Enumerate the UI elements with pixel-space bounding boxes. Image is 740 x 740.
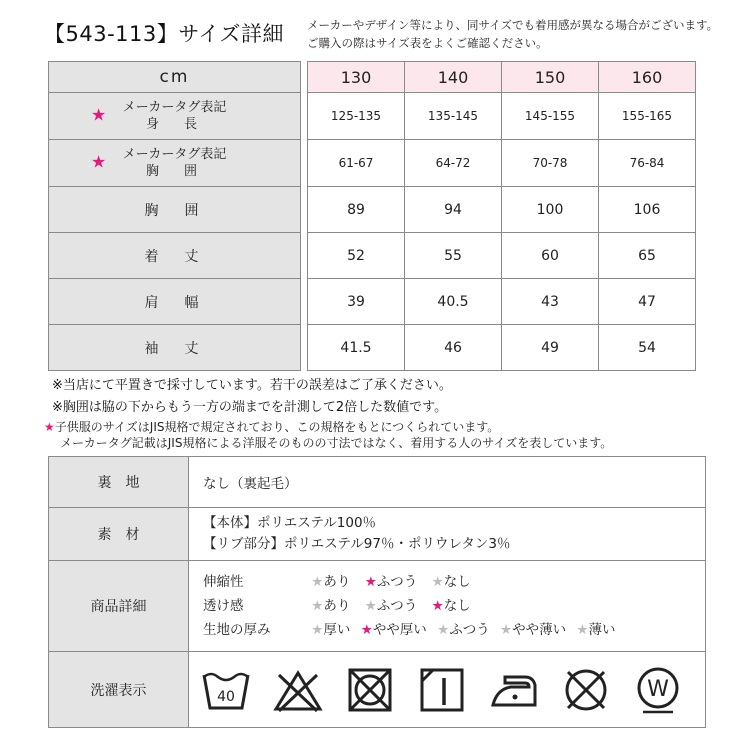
table-row xyxy=(49,652,706,728)
row-label: 着 丈 xyxy=(49,233,301,279)
no-bleach-icon xyxy=(273,665,323,715)
star-off-icon: ★ xyxy=(576,622,589,638)
no-tumble-dry-icon xyxy=(345,665,395,715)
row-label: ★ メーカータグ表記 胸 囲 xyxy=(49,140,301,187)
table-row xyxy=(49,457,706,508)
wash-icons xyxy=(189,652,706,728)
row-label: 胸 囲 xyxy=(49,187,301,233)
table-cell: 46 xyxy=(405,325,502,371)
star-off-icon: ★ xyxy=(500,622,513,638)
table-cell: 70-78 xyxy=(502,140,599,187)
table-cell: 41.5 xyxy=(308,325,405,371)
table-cell: 135-145 xyxy=(405,93,502,140)
star-off-icon: ★ xyxy=(311,622,324,638)
star-on-icon: ★ xyxy=(431,598,444,614)
table-cell: 52 xyxy=(308,233,405,279)
chest-note: ※胸囲は脇の下からもう一方の端までを計測して2倍した数値です。 xyxy=(52,400,448,415)
table-cell: 100 xyxy=(502,187,599,233)
sheer-row: 透け感 ★あり ★ふつう ★なし xyxy=(203,598,471,614)
table-row xyxy=(49,508,706,561)
table-cell: 40.5 xyxy=(405,279,502,325)
page-title: 【543-113】サイズ詳細 xyxy=(44,22,285,46)
star-off-icon: ★ xyxy=(311,574,324,590)
size-col-header: 140 xyxy=(405,62,502,93)
star-off-icon: ★ xyxy=(364,598,377,614)
table-cell: 60 xyxy=(502,233,599,279)
row-label: 袖 丈 xyxy=(49,325,301,371)
table-cell: 65 xyxy=(599,233,696,279)
measure-note: ※当店にて平置きで採寸しています。若干の誤差はご了承ください。 xyxy=(52,378,452,393)
star-icon: ★ xyxy=(44,420,55,434)
table-cell: 155-165 xyxy=(599,93,696,140)
row-label: ★ メーカータグ表記 身 長 xyxy=(49,93,301,140)
star-on-icon: ★ xyxy=(360,622,373,638)
table-cell: 76-84 xyxy=(599,140,696,187)
stretch-row: 伸縮性 ★あり ★ふつう ★なし xyxy=(203,574,471,590)
svg-text:W: W xyxy=(647,676,669,702)
top-note xyxy=(307,16,718,52)
line-dry-shade-icon xyxy=(417,665,467,715)
top-note-line: メーカーやデザイン等により、同サイズでも着用感が異なる場合がございます。 xyxy=(307,18,719,32)
material-value: 【本体】ポリエステル100％ 【リブ部分】ポリエステル97％・ポリウレタン3％ xyxy=(189,508,706,561)
product-detail-value xyxy=(189,561,706,652)
size-table xyxy=(48,61,696,371)
table-cell: 61-67 xyxy=(308,140,405,187)
iron-low-icon xyxy=(489,665,539,715)
table-cell: 43 xyxy=(502,279,599,325)
star-on-icon: ★ xyxy=(364,574,377,590)
lining-value: なし（裏起毛） xyxy=(189,457,706,508)
row-label: 肩 幅 xyxy=(49,279,301,325)
size-col-header: 160 xyxy=(599,62,696,93)
star-icon: ★ xyxy=(91,105,107,126)
star-off-icon: ★ xyxy=(431,574,444,590)
size-col-header: 130 xyxy=(308,62,405,93)
table-row xyxy=(49,561,706,652)
wash-40-icon xyxy=(201,665,251,715)
table-cell: 39 xyxy=(308,279,405,325)
details-table xyxy=(48,456,706,728)
table-cell: 106 xyxy=(599,187,696,233)
table-row xyxy=(49,279,696,325)
svg-text:40: 40 xyxy=(217,688,235,705)
table-cell: 145-155 xyxy=(502,93,599,140)
no-dry-clean-icon xyxy=(561,665,611,715)
table-row xyxy=(49,325,696,371)
thickness-row: 生地の厚み ★厚い ★やや厚い ★ふつう ★やや薄い ★薄い xyxy=(203,622,616,638)
table-cell: 64-72 xyxy=(405,140,502,187)
star-off-icon: ★ xyxy=(311,598,324,614)
size-header-row xyxy=(49,62,696,93)
table-row xyxy=(49,187,696,233)
star-icon: ★ xyxy=(91,152,107,173)
table-cell: 94 xyxy=(405,187,502,233)
table-cell: 89 xyxy=(308,187,405,233)
jis-note: ★子供服のサイズはJIS規格で規定されており、この規格をもとにつくられています。 xyxy=(44,420,500,434)
tag-note: メーカータグ記載はJIS規格による洋服そのものの寸法ではなく、着用する人のサイズを表しています。 xyxy=(60,436,613,450)
lining-label: 裏 地 xyxy=(49,457,189,508)
table-cell: 49 xyxy=(502,325,599,371)
table-row xyxy=(49,93,696,140)
material-label: 素 材 xyxy=(49,508,189,561)
table-cell: 125-135 xyxy=(308,93,405,140)
unit-label: cm xyxy=(49,62,301,93)
wet-clean-icon xyxy=(633,665,683,715)
top-note-line: ご購入の際はサイズ表をよくご確認ください。 xyxy=(307,36,548,50)
star-off-icon: ★ xyxy=(437,622,450,638)
table-cell: 47 xyxy=(599,279,696,325)
table-row xyxy=(49,233,696,279)
table-cell: 55 xyxy=(405,233,502,279)
size-col-header: 150 xyxy=(502,62,599,93)
product-detail-label: 商品詳細 xyxy=(49,561,189,652)
wash-label: 洗濯表示 xyxy=(49,652,189,728)
table-row xyxy=(49,140,696,187)
table-cell: 54 xyxy=(599,325,696,371)
